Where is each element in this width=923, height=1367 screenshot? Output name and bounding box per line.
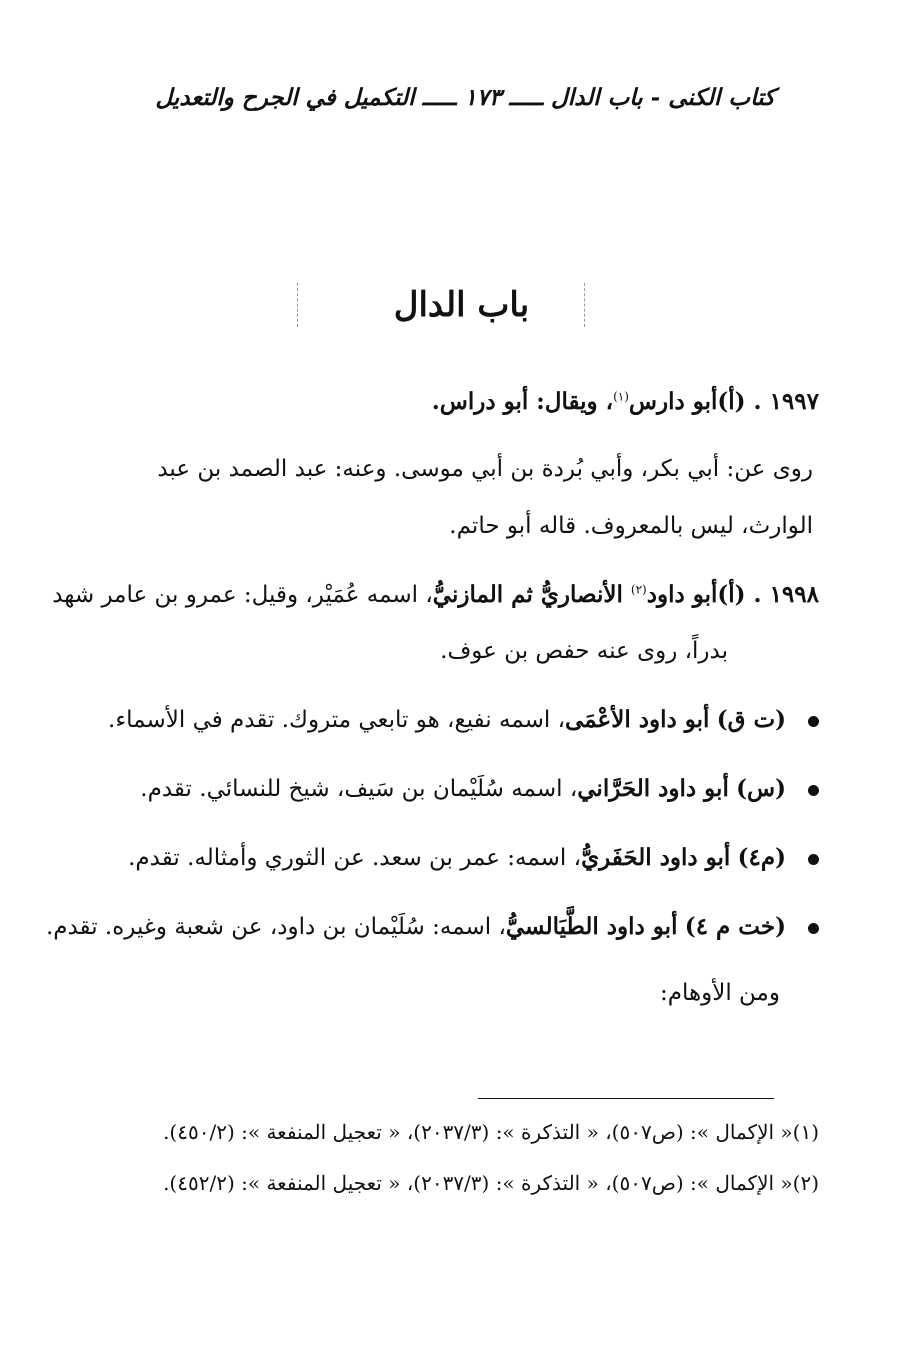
closing-line: ومن الأوهام: <box>660 980 780 1006</box>
bullet-text: ، اسمه: عمر بن سعد. عن الثوري وأمثاله. تقدم. <box>128 845 582 871</box>
bullet-code: (ت ق) <box>716 706 786 733</box>
entry-number: ١٩٩٨ <box>769 581 819 608</box>
page-number: ١٧٣ <box>464 84 502 111</box>
entry-alt-name: ، ويقال: أبو دراس. <box>431 388 614 415</box>
entry-1997-body-line-1: روى عن: أبي بكر، وأبي بُردة بن أبي موسى. وعنه: عبد الصمد بن عبد <box>157 456 813 482</box>
entry-1998-body-line-1: بدراً، روى عنه حفص بن عوف. <box>440 638 728 664</box>
bullet-icon <box>808 923 819 934</box>
bullet-code: (س) <box>736 775 786 802</box>
footnote-2: (٢)« الإكمال »: (ص٥٠٧)، « التذكرة »: (٢٠٣٧/٣)، « تعجيل المنفعة »: (٤٥٢/٢). <box>163 1171 819 1195</box>
entry-number: ١٩٩٧ <box>769 388 819 415</box>
running-header: كتاب الكنى - باب الدال ـــــ ١٧٣ ـــــ التكميل في الجرح والتعديل <box>155 84 775 111</box>
chapter-title: باب الدال <box>393 285 530 325</box>
footnote-separator <box>478 1098 774 1099</box>
bullet-item <box>108 706 819 733</box>
bullet-item <box>140 775 819 802</box>
entry-nisba: الأنصاريُّ ثم المازنيُّ <box>432 581 631 608</box>
bullet-name: أبو داود الحَفَريُّ <box>581 844 731 871</box>
bullet-icon <box>808 716 819 727</box>
header-left-title: التكميل في الجرح والتعديل <box>155 84 415 111</box>
bullet-icon <box>808 854 819 865</box>
bullet-text: ، اسمه: سُلَيْمان بن داود، عن شعبة وغيره. تقدم. <box>45 914 506 940</box>
entry-name: أبو دارس <box>628 388 718 415</box>
bullet-code: (خت م ٤) <box>684 913 786 940</box>
footnote-1: (١)« الإكمال »: (ص٥٠٧)، « التذكرة »: (٢٠٣٧/٣)، « تعجيل المنفعة »: (٤٥٠/٢). <box>163 1120 819 1144</box>
entry-1998-heading: ١٩٩٨ . (أ)أبو داود$^{(٢)}$ الأنصاريُّ ثم المازنيُّ، اسمه عُمَيْر، وقيل: عمرو بن عامر شهد <box>52 581 819 608</box>
bullet-code: (م٤) <box>737 844 786 871</box>
bullet-icon <box>808 785 819 796</box>
bullet-name: أبو داود الطَّيَالسيُّ <box>505 913 678 940</box>
bullet-text: ، اسمه نفيع، هو تابعي متروك. تقدم في الأسماء. <box>108 707 566 733</box>
entry-code: (أ) <box>717 388 746 415</box>
bullet-text: ، اسمه سُلَيْمان بن سَيف، شيخ للنسائي. تقدم. <box>140 776 578 802</box>
header-right-title: كتاب الكنى - باب الدال <box>551 84 775 111</box>
entry-1997-body-line-2: الوارث، ليس بالمعروف. قاله أبو حاتم. <box>449 513 813 539</box>
bullet-name: أبو داود الأعْمَى <box>565 706 710 733</box>
footnote-ref: (١) <box>613 389 629 404</box>
entry-name: أبو داود <box>646 581 718 608</box>
entry-text: ، اسمه عُمَيْر، وقيل: عمرو بن عامر شهد <box>52 582 433 608</box>
bullet-item <box>46 913 819 940</box>
bullet-item <box>128 844 819 871</box>
bullet-name: أبو داود الحَرَّاني <box>577 775 729 802</box>
footnote-ref: (٢) <box>630 582 647 597</box>
entry-code: (أ) <box>717 581 746 608</box>
entry-1997-heading: ١٩٩٧ . (أ)أبو دارس$^{(١)}$، ويقال: أبو دراس. <box>431 388 819 415</box>
